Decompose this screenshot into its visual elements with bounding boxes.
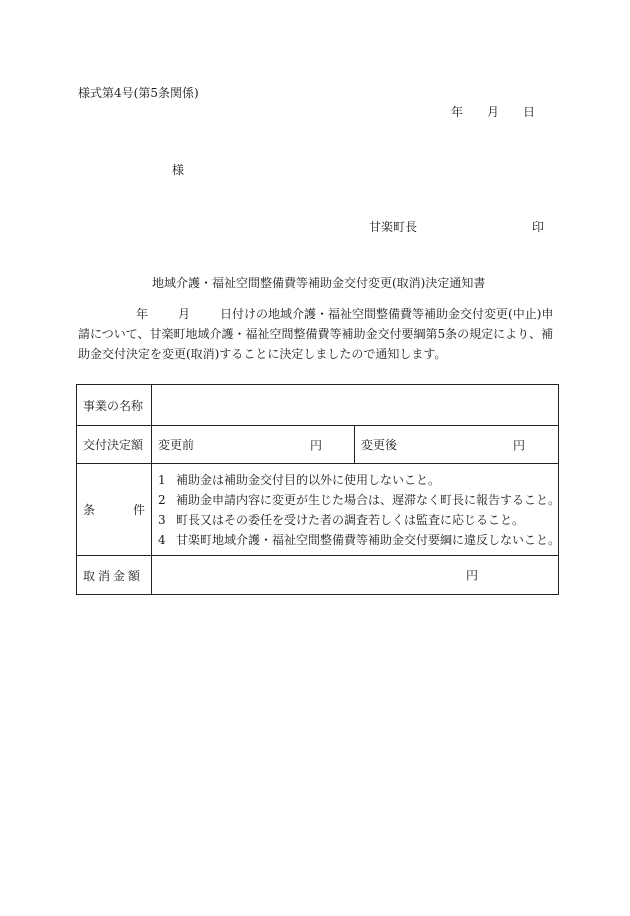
list-item: 1 補助金は補助金交付目的以外に使用しないこと。 xyxy=(158,472,441,487)
amount-after-cell[interactable] xyxy=(355,426,559,464)
addressee-suffix: 様 xyxy=(172,163,185,177)
document-title: 地域介護・福祉空間整備費等補助金交付変更(取消)決定通知書 xyxy=(152,276,486,290)
issuer-name: 甘楽町長 xyxy=(369,220,418,234)
amount-before-cell[interactable] xyxy=(152,426,355,464)
list-item: 4 甘楽町地域介護・福祉空間整備費等補助金交付要綱に違反しないこと。 xyxy=(158,532,561,547)
grant-amount-label: 交付決定額 xyxy=(77,426,152,464)
table-row-project-name xyxy=(77,385,559,426)
before-yen: 円 xyxy=(310,438,323,452)
before-label: 変更前 xyxy=(158,438,195,452)
cancel-amount-label: 取消金額 xyxy=(77,556,152,595)
date-month: 月 xyxy=(487,105,500,119)
body-paragraph xyxy=(78,304,560,364)
form-number: 様式第4号(第5条関係) xyxy=(78,86,199,100)
body-year: 年 xyxy=(136,307,149,321)
conditions-cell xyxy=(152,464,559,556)
date-line xyxy=(451,103,535,120)
cancel-yen: 円 xyxy=(466,568,479,583)
project-name-value[interactable] xyxy=(152,385,559,426)
list-item: 3 町長又はその委任を受けた者の調査若しくは監査に応じること。 xyxy=(158,512,525,527)
body-text-line1: 日付けの地域介護・福祉空間整備費等補助金交付変更(中止)申請 xyxy=(78,307,554,341)
table-row-grant-amount xyxy=(77,426,559,464)
date-day: 日 xyxy=(523,105,536,119)
list-item: 2 補助金申請内容に変更が生じた場合は、遅滞なく町長に報告すること。 xyxy=(158,492,561,507)
info-table xyxy=(76,384,559,595)
cancel-amount-value[interactable] xyxy=(152,556,559,595)
date-year: 年 xyxy=(451,105,464,119)
table-row-cancel-amount xyxy=(77,556,559,595)
after-yen: 円 xyxy=(513,438,526,452)
conditions-label: 条 件 xyxy=(77,464,152,556)
project-name-label: 事業の名称 xyxy=(77,385,152,426)
seal-mark: 印 xyxy=(532,220,545,234)
body-month: 月 xyxy=(178,307,191,321)
conditions-list xyxy=(158,470,561,550)
after-label: 変更後 xyxy=(361,438,398,452)
table-row-conditions xyxy=(77,464,559,556)
body-text-rest: について、甘楽町地域介護・福祉空間整備費等補助金交付要綱第5条の規定により、補助金交付決定を変更(取消)することに決定しましたので通知します。 xyxy=(78,327,554,361)
